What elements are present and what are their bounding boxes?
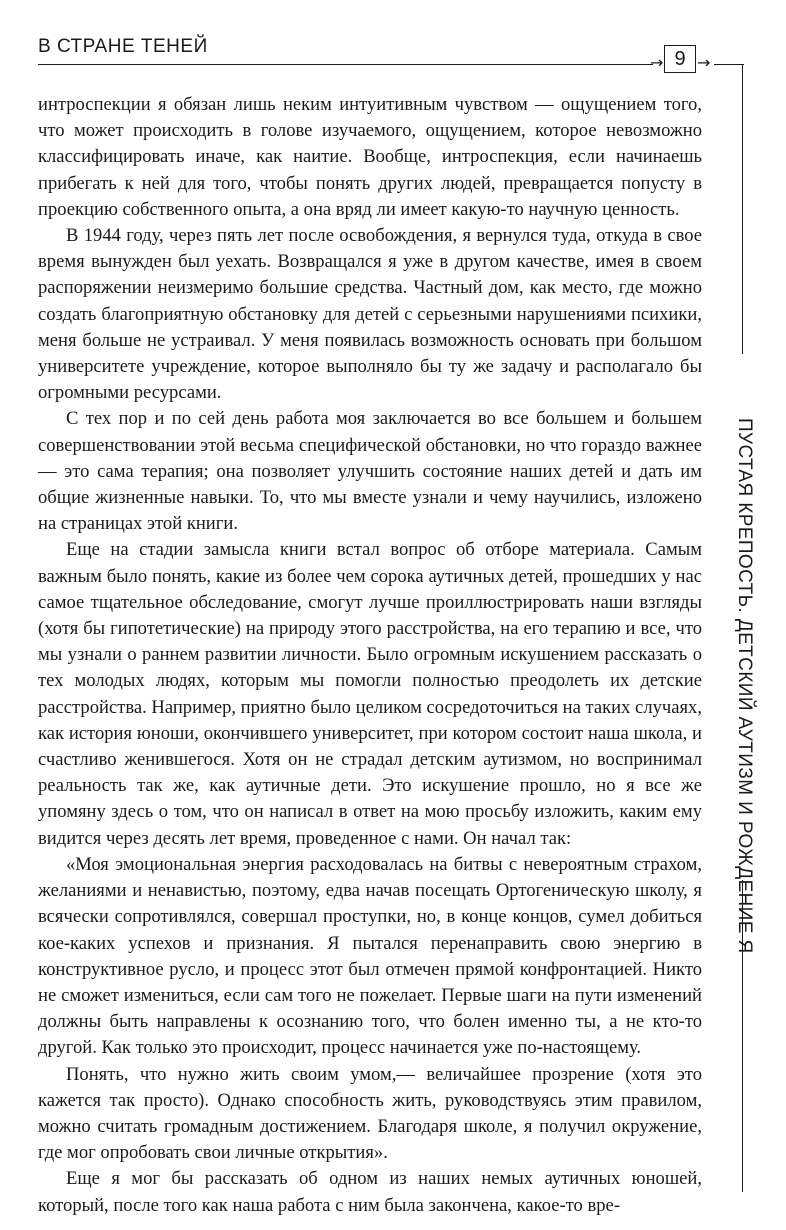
paragraph: В 1944 году, через пять лет после освобождения, я вернулся туда, откуда в свое время вынужден был уехать. Возвращался я уже в другом качестве, имея в своем распоряжении неизмеримо большие средства. Частный дом, как место, где можно создать благоприятную обстановку для детей с серьезными нарушениями психики, меня больше не устраивал. У меня появилась возможность основать при большом университете учреждение, которое выполняло бы ту же задачу и располагало бы огромными ресурсами.: [38, 225, 702, 404]
paragraph: Еще я мог бы рассказать об одном из наших немых аутичных юношей, который, после того как наша работа с ним была закончена, какое-то вре-: [38, 1168, 702, 1216]
paragraph: С тех пор и по сей день работа моя заключается во все большем и большем совершенствовании этой весьма специфической обстановки, но что гораздо важнее — это сама терапия; она позволяет улучшить состояние наших детей и дать им общие жизненные навыки. То, что мы вместе узнали и чему научились, изложено на страницах этой книги.: [38, 408, 702, 535]
header-rule: [38, 64, 653, 65]
arrow-right-icon: →: [650, 53, 664, 72]
side-rule-bottom: [742, 880, 743, 1192]
side-rule-top: [742, 64, 743, 354]
side-book-title: ПУСТАЯ КРЕПОСТЬ. ДЕТСКИЙ АУТИЗМ И РОЖДЕНИЕ Я: [734, 418, 755, 954]
paragraph: Еще на стадии замысла книги встал вопрос об отборе материала. Самым важным было понять, какие из более чем сорока аутичных детей, прошедших у нас самое тщательное обследование, смогут лучше проиллюстрировать наши взгляды (хотя бы гипотетические) на природу этого расстройства, на его терапию и все, что мы узнали о раннем развитии личности. Было огромным искушением рассказать о тех молодых людях, которым мы помогли полностью преодолеть их детские расстройства. Например, приятно было целиком сосредоточиться на таких случаях, как история юноши, окончившего университет, при котором состоит наша школа, и счастливо женившегося. Хотя он не страдал детским аутизмом, но воспринимал реальность так же, как аутичные дети. Это искушение прошло, но я все же упомяну здесь о том, что он написал в ответ на мою просьбу изложить, каким ему видится через десять лет время, проведенное с нами. Он начал так:: [38, 539, 702, 849]
quote-paragraph: Понять, что нужно жить своим умом,— величайшее прозрение (хотя это кажется так просто). Однако способность жить, руководствуясь этим правилом, можно считать громадным достижением. Благодаря школе, я получил окружение, где мог опробовать свои личные открытия».: [38, 1063, 702, 1164]
body-text: [38, 92, 702, 1219]
running-head: В СТРАНЕ ТЕНЕЙ: [38, 36, 208, 57]
paragraph: интроспекции я обязан лишь неким интуитивным чувством — ощущением того, что может происходить в голове изучаемого, ощущением, которое невозможно классифицировать иначе, как наитие. Вообще, интроспекция, если начинаешь прибегать к ней для того, чтобы понять других людей, превращается попусту в проекцию собственного опыта, а она вряд ли имеет какую-то научную ценность.: [38, 94, 702, 220]
page-number: 9: [664, 45, 696, 73]
arrow-right-icon: →: [697, 53, 711, 72]
quote-paragraph: «Моя эмоциональная энергия расходовалась на битвы с невероятным страхом, желаниями и ненавистью, поэтому, едва начав посещать Ортогеническую школу, я всячески сопротивлялся, совершал проступки, но, в конце концов, сумел добиться кое-каких успехов и признания. Я пытался перенаправить свою энергию в конструктивное русло, и процесс этот был отмечен прямой конфронтацией. Никто не сможет измениться, если сам того не пожелает. Первые шаги на пути изменений должны быть направлены к осознанию того, что болен именно ты, а не кто-то другой. Как только это происходит, процесс начинается уже по-настоящему.: [38, 853, 702, 1059]
header-rule-right: [714, 64, 744, 65]
